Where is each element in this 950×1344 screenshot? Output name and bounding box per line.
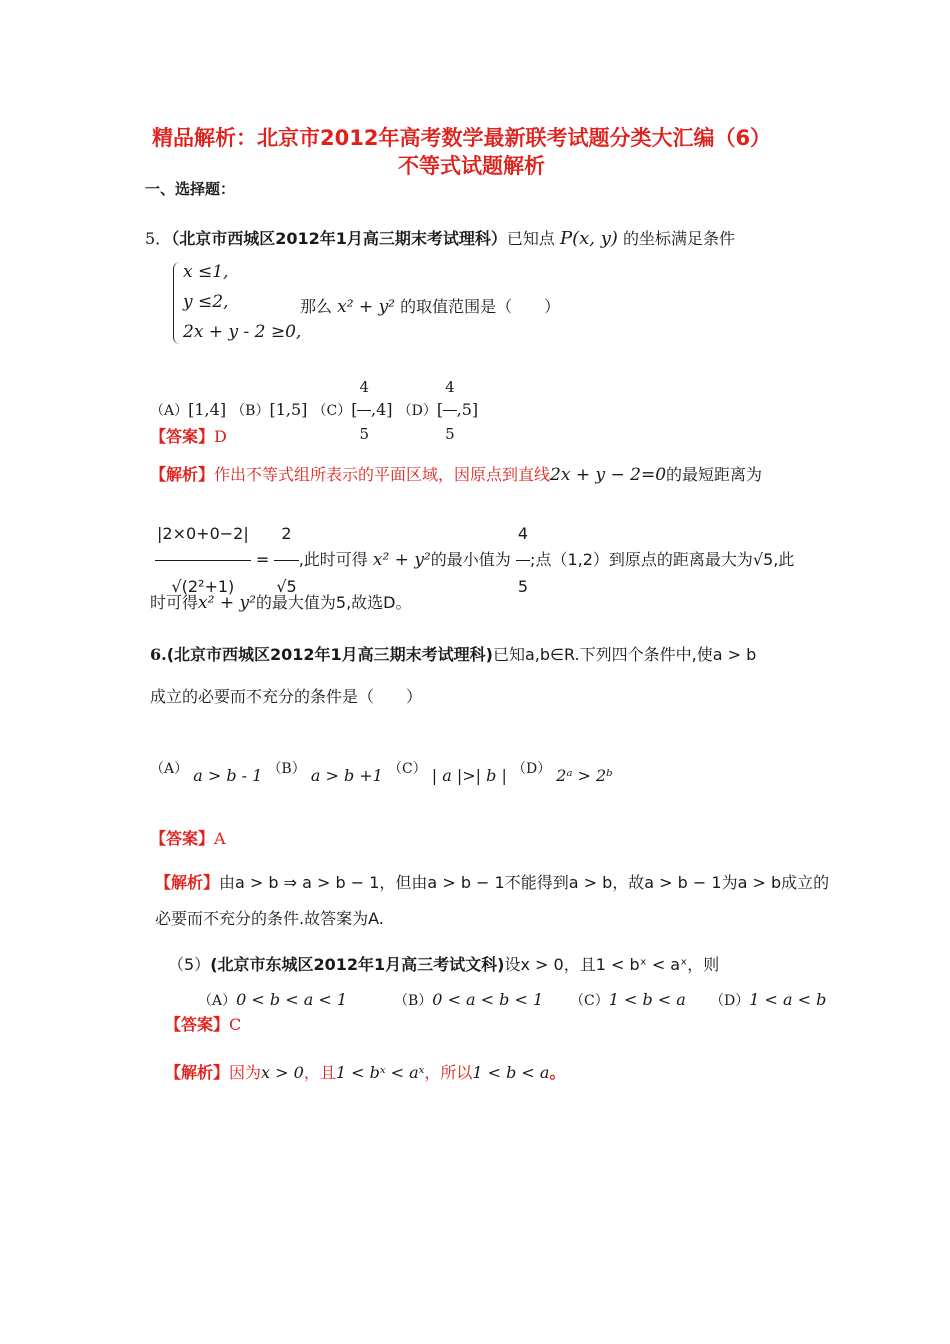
option-b: [1,5] — [269, 400, 308, 419]
analysis-text-end: 的最短距离为 — [666, 465, 763, 484]
question-5b-option-a — [198, 990, 347, 1010]
condition-2: y ≤2, — [183, 292, 229, 312]
option-c-label: （C） — [312, 403, 352, 419]
option-d-label: （D） — [511, 761, 552, 777]
section-heading: 一、选择题： — [145, 180, 236, 198]
question-5-analysis-line-1 — [150, 462, 762, 485]
analysis-text: 时可得 — [150, 593, 199, 612]
question-5-analysis-line-3 — [150, 590, 411, 613]
answer-label: 【答案】 — [150, 427, 215, 446]
question-5-answer — [150, 424, 227, 447]
option-b-label: （B） — [267, 761, 306, 777]
analysis-expr: 1 < bˣ < aˣ — [335, 1063, 425, 1082]
option-b-label: （B） — [394, 993, 433, 1009]
question-5-stem — [145, 226, 735, 249]
question-number: 5． — [145, 229, 172, 248]
analysis-text: 因为 — [229, 1063, 262, 1082]
fraction-numerator: 4 — [357, 364, 371, 411]
option-b-label: （B） — [231, 403, 270, 419]
analysis-label: 【解析】 — [165, 1063, 230, 1082]
analysis-text: ，所以 — [424, 1063, 473, 1082]
stem-text-2: 的坐标满足条件 — [622, 229, 735, 248]
option-c-label: （C） — [570, 993, 609, 1009]
option-c-open: [ — [351, 400, 358, 419]
fraction-numerator: |2×0+0−2| — [155, 508, 251, 561]
analysis-expr: x > 0 — [261, 1063, 304, 1082]
question-number: 6. — [150, 645, 167, 664]
question-5b-analysis — [165, 1060, 565, 1083]
question-number: （5） — [168, 955, 211, 974]
answer-value: A — [214, 829, 226, 848]
option-d-fraction — [443, 364, 457, 457]
question-source: (北京市东城区2012年1月高三考试文科) — [210, 955, 505, 974]
fraction-numerator: 4 — [443, 364, 457, 411]
condition-3: 2x + y - 2 ≥0, — [183, 322, 302, 342]
option-d-label: （D） — [710, 993, 750, 1009]
question-5b-option-c — [570, 990, 686, 1010]
question-6-stem-2: 成立的必要而不充分的条件是（ ） — [150, 687, 423, 706]
system-brace — [173, 262, 180, 344]
answer-value: D — [214, 427, 227, 446]
ask-text-2: 的取值范围是（ ） — [400, 297, 561, 316]
analysis-expr: 1 < b < a — [472, 1063, 550, 1082]
analysis-text: 由a > b ⇒ a > b − 1，但由a > b − 1不能得到a > b，故a > b − 1为a > b成立的 — [219, 873, 830, 892]
option-a-label: （A） — [198, 993, 237, 1009]
option-d-label: （D） — [397, 403, 437, 419]
min-value-fraction — [516, 508, 530, 613]
option-d: 1 < a < b — [749, 990, 827, 1009]
answer-label: 【答案】 — [165, 1015, 230, 1034]
option-b: 0 < a < b < 1 — [432, 990, 544, 1009]
ask-text: 那么 — [300, 297, 333, 316]
question-5b-answer — [165, 1012, 241, 1035]
equals-sign: = — [255, 550, 270, 569]
option-a: 0 < b < a < 1 — [236, 990, 347, 1009]
fraction-denominator: 5 — [445, 425, 455, 443]
question-5-analysis-line-2 — [155, 508, 795, 596]
question-6-analysis-line-2: 必要而不充分的条件.故答案为A. — [155, 909, 384, 928]
analysis-text-end: 的最大值为5,故选D。 — [255, 593, 412, 612]
question-5-ask — [300, 294, 560, 317]
question-6-options — [150, 761, 613, 786]
analysis-label: 【解析】 — [150, 465, 215, 484]
option-a: [1,4] — [188, 400, 227, 419]
stem-text: 设x > 0，且1 < bˣ < aˣ，则 — [504, 955, 720, 974]
question-5b-option-d — [710, 990, 826, 1010]
analysis-text: ,此时可得 — [298, 550, 368, 569]
analysis-expr: x² + y² — [372, 550, 431, 570]
page-title: 精品解析：北京市2012年高考数学最新联考试题分类大汇编（6） — [152, 126, 772, 150]
option-d: 2ᵃ > 2ᵇ — [556, 766, 613, 785]
answer-value: C — [229, 1015, 242, 1034]
analysis-text: 作出不等式组所表示的平面区域，因原点到直线 — [214, 465, 551, 484]
option-c-close: ,4] — [371, 400, 393, 419]
analysis-text: ，且 — [303, 1063, 336, 1082]
option-a-label: （A） — [150, 761, 189, 777]
fraction-numerator: 2 — [274, 508, 298, 561]
option-b: a > b +1 — [310, 766, 383, 785]
question-5b-option-b — [394, 990, 543, 1010]
option-c-label: （C） — [387, 761, 427, 777]
fraction-denominator: √(2²+1) — [171, 577, 235, 596]
option-a-label: （A） — [150, 403, 189, 419]
stem-text: 已知点 — [506, 229, 555, 248]
analysis-expr: x² + y² — [198, 593, 256, 613]
question-6-answer — [150, 826, 226, 849]
stem-text: 已知a,b∈R.下列四个条件中,使a > b — [493, 645, 757, 664]
option-d-close: ,5] — [456, 400, 479, 419]
question-source: (北京市西城区2012年1月高三期末考试理科) — [166, 645, 493, 664]
ask-expr: x² + y² — [337, 297, 395, 317]
option-c-fraction — [357, 364, 371, 457]
analysis-text: 。 — [549, 1063, 566, 1082]
option-c: | a |>| b | — [431, 766, 507, 785]
analysis-expr: 2x + y − 2=0 — [550, 465, 667, 485]
option-c: 1 < b < a — [608, 990, 686, 1009]
question-6-analysis-line-1 — [155, 870, 829, 893]
point-expr: P(x, y) — [559, 228, 618, 249]
option-a: a > b - 1 — [193, 766, 263, 785]
question-5b-stem — [168, 952, 719, 975]
analysis-text-mid: 的最小值为 — [430, 550, 511, 569]
analysis-label: 【解析】 — [155, 873, 220, 892]
answer-label: 【答案】 — [150, 829, 215, 848]
option-d-open: [ — [436, 400, 444, 419]
condition-1: x ≤1, — [183, 262, 229, 282]
question-6-stem — [150, 642, 756, 665]
fraction-denominator: 5 — [359, 425, 369, 443]
fraction-denominator: √5 — [276, 577, 297, 596]
analysis-text-end: ;点（1,2）到原点的距离最大为√5,此 — [530, 550, 795, 569]
fraction-denominator: 5 — [517, 577, 529, 596]
fraction-numerator: 4 — [516, 508, 530, 561]
question-source: （北京市西城区2012年1月高三期末考试理科） — [171, 229, 507, 248]
page-subtitle: 不等式试题解析 — [398, 154, 545, 178]
